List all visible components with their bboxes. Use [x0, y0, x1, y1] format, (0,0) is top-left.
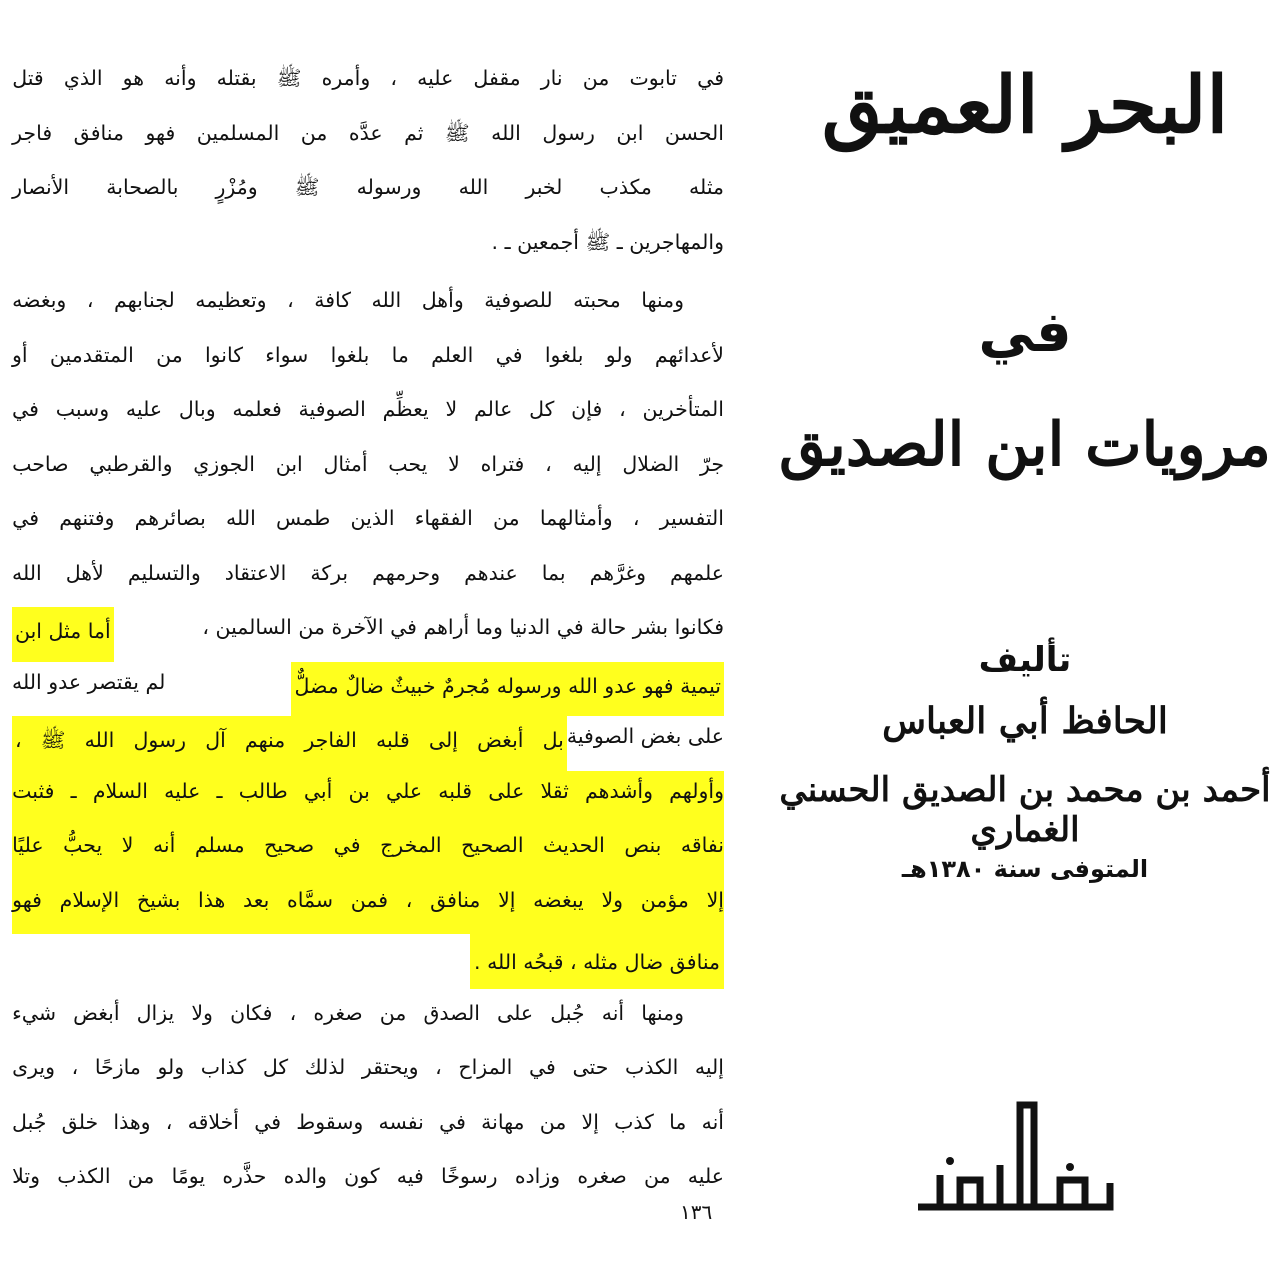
word: تابوت [629, 66, 677, 90]
word: ومُزْرٍ [215, 175, 258, 199]
word: وحرمهم [372, 560, 441, 585]
word: أمثال [323, 451, 368, 476]
word: أنه [701, 1109, 724, 1134]
plain-text: فكانوا بشر حالة في الدنيا وما أراهم في الآخرة من السالمين ، [202, 615, 724, 639]
word: لذلك [304, 1055, 346, 1079]
word: سواء [265, 342, 309, 367]
text-line [12, 1156, 724, 1211]
word: كل [529, 397, 555, 421]
word: ورسوله [356, 175, 422, 199]
word: في [254, 1109, 282, 1134]
word: ، [619, 397, 626, 421]
word: الصدق [423, 1000, 480, 1025]
word: إليه [572, 451, 602, 476]
text-line [12, 444, 724, 499]
word: مثله [689, 175, 724, 199]
word: فثبت [12, 778, 55, 803]
text-line: والمهاجرين ـ ﷺ أجمعين ـ . [491, 229, 724, 254]
word: ثقلا [540, 778, 569, 803]
word: الذي [63, 66, 103, 90]
word: فمن [350, 887, 389, 912]
word: علي [386, 778, 423, 803]
word: ، [86, 288, 94, 312]
word: ويحتقر [361, 1055, 419, 1079]
word: ولا [191, 1000, 213, 1025]
word: ومنها [641, 288, 684, 312]
word: عندهم [464, 560, 518, 585]
word: فكان [230, 1000, 273, 1025]
word: منافق [430, 887, 481, 912]
word: الأنصار [12, 175, 70, 199]
word: حتى [572, 1055, 609, 1079]
word: يزال [136, 1000, 175, 1025]
plain-text: لم يقتصر عدو الله [12, 669, 166, 694]
word: ومنها [641, 1000, 684, 1025]
text-line [12, 280, 724, 335]
word: مقفل [473, 66, 521, 90]
word: بصائرهم [134, 506, 206, 530]
word: الكذب [624, 1055, 679, 1079]
word: كافة [314, 288, 352, 312]
word: لا [445, 397, 458, 421]
word: على [497, 1000, 534, 1025]
word: الله [458, 175, 489, 199]
word: الله [12, 560, 42, 585]
word: ما [391, 342, 409, 367]
word: يحب [388, 451, 428, 476]
word: عالم [473, 397, 513, 421]
word: علمهم [670, 560, 724, 585]
word: مؤمن [640, 887, 689, 912]
word: وأشدهم [584, 778, 653, 803]
word: طالب [238, 778, 288, 803]
word: بقتله [216, 66, 257, 90]
word: ، [545, 451, 552, 476]
word: المتأخرين [642, 397, 724, 421]
word: يبغضه [533, 887, 584, 912]
publisher-logo-icon [910, 1095, 1120, 1220]
word: إلا [581, 1109, 599, 1134]
word: وأهل [421, 288, 464, 312]
word: من [127, 1164, 155, 1188]
word: صغره [577, 1164, 627, 1188]
word: منافق [73, 120, 124, 145]
word: رسول [542, 120, 595, 145]
word: ، [632, 506, 640, 530]
word: الكذب [57, 1164, 111, 1188]
word: عليه [164, 778, 201, 803]
text-line [12, 716, 724, 771]
word: عليه [125, 397, 163, 421]
word: ، [289, 1000, 297, 1025]
word: الفقهاء [414, 506, 473, 530]
word: يعظِّم [382, 397, 429, 421]
word: طمس [276, 506, 331, 530]
word: لا [448, 451, 460, 476]
word: لا [121, 833, 134, 857]
author-title: الحافظ أبي العباس [882, 700, 1168, 742]
authorship-label: تأليف [978, 640, 1072, 680]
author-name: أحمد بن محمد بن الصديق الحسني الغماري [779, 770, 1271, 850]
word: من [539, 1109, 567, 1134]
word: وبال [178, 397, 216, 421]
word: ، [390, 66, 397, 90]
word: من [379, 1000, 407, 1025]
text-line [12, 607, 724, 662]
word: حذَّره [222, 1164, 267, 1188]
word: فاجر [12, 120, 53, 145]
book-title-in: في [978, 300, 1072, 365]
book-title: البحر العميق [821, 60, 1229, 151]
word: قتل [12, 66, 44, 90]
word: من [300, 120, 328, 145]
word: وأنه [164, 66, 197, 90]
word: مكذب [599, 175, 652, 199]
text-line [12, 167, 724, 222]
word: الله [371, 288, 402, 312]
word: والده [283, 1164, 327, 1188]
word: فتراه [480, 451, 525, 476]
text-line [12, 1102, 724, 1157]
word: رسوخًا [441, 1164, 498, 1188]
word: ، [287, 288, 294, 312]
word: إلا [498, 887, 516, 912]
word: في [12, 397, 39, 421]
word: ولو [605, 342, 633, 367]
word: هو [122, 66, 145, 90]
word: فهو [12, 887, 42, 912]
word: لخبر [525, 175, 563, 199]
word: شيء [12, 1000, 57, 1025]
word: العلم [431, 342, 474, 367]
word: إلا [706, 887, 724, 912]
word: مازحًا [94, 1055, 141, 1079]
word: إليه [694, 1055, 724, 1079]
word: مسلم [194, 833, 245, 857]
word: في [495, 342, 523, 367]
word: التفسير [659, 506, 724, 530]
word: ابن [616, 120, 644, 145]
word: ولو [157, 1055, 185, 1079]
word: بلغوا [544, 342, 584, 367]
word: فيه [396, 1164, 424, 1188]
word: ﷺ [276, 66, 302, 90]
word: الحسن [664, 120, 724, 145]
word: وأمثالهما [539, 506, 613, 530]
text-line [12, 389, 724, 444]
word: مهانة [481, 1109, 525, 1134]
word: المخرج [380, 833, 442, 857]
word: نار [540, 66, 563, 90]
death-date: المتوفى سنة ١٣٨٠هـ [901, 855, 1149, 883]
word: في [333, 833, 361, 857]
word: أو [12, 342, 28, 367]
word: نفاقه [680, 833, 724, 857]
text-line [12, 58, 724, 113]
word: الحديث [543, 833, 605, 857]
word: عدَّه [348, 120, 383, 145]
word: في [697, 66, 724, 90]
word: عليًا [12, 833, 44, 857]
word: الاعتقاد [224, 560, 287, 585]
word: من [156, 342, 183, 367]
word: لأهل [65, 560, 104, 585]
word: ابن [275, 451, 303, 476]
word: جُبل [12, 1109, 47, 1134]
highlighted-line [12, 771, 724, 826]
highlighted-text: تيمية فهو عدو الله ورسوله مُجرمٌ خبيثٌ ضالٌ مضلٌّ [291, 662, 724, 717]
word: جُبل [550, 1000, 585, 1025]
word: كذب [614, 1109, 654, 1134]
word: أخلاقه [187, 1109, 239, 1134]
word: الجوزي [193, 451, 255, 476]
word: محبته [573, 288, 621, 312]
word: هذا [198, 887, 226, 912]
word: كذاب [200, 1055, 247, 1079]
word: لجنابهم [113, 288, 175, 312]
word: بالصحابة [106, 175, 179, 199]
text-line [12, 934, 724, 989]
word: ـ [70, 778, 77, 803]
word: لأعدائهم [654, 342, 724, 367]
word: الصوفية [298, 397, 366, 421]
text-line [12, 113, 724, 168]
word: أنه [601, 1000, 625, 1025]
word: نفسه [378, 1109, 424, 1134]
word: وسقوط [296, 1109, 364, 1134]
word: من [643, 1164, 671, 1188]
word: والقرطبي [89, 451, 173, 476]
word: وسبب [55, 397, 110, 421]
word: ، [165, 1109, 173, 1134]
text-line [12, 662, 724, 717]
book-subtitle: مرويات ابن الصديق [779, 410, 1271, 480]
word: بما [541, 560, 566, 585]
word: المسلمين [196, 120, 280, 145]
page-number: ١٣٦ [680, 1200, 713, 1224]
highlighted-line [12, 880, 724, 935]
word: بشيخ [136, 887, 181, 912]
word: في [12, 506, 40, 530]
word: فعلمه [232, 397, 282, 421]
word: ويرى [12, 1055, 56, 1079]
word: وزاده [514, 1164, 561, 1188]
word: كل [262, 1055, 289, 1079]
word: عليه [687, 1164, 724, 1188]
word: ثم [404, 120, 424, 145]
word: ، [405, 887, 413, 912]
word: فإن [571, 397, 603, 421]
word: ، [71, 1055, 79, 1079]
word: أبي [303, 778, 333, 803]
word: الإسلام [59, 887, 120, 912]
text-line [12, 553, 724, 608]
word: بعد [242, 887, 270, 912]
word: الذين [350, 506, 395, 530]
word: بنص [624, 833, 662, 857]
text-line [12, 498, 724, 553]
word: وغرَّهم [589, 560, 647, 585]
word: السلام [92, 778, 148, 803]
word: يومًا [171, 1164, 206, 1188]
word: سمَّاه [287, 887, 334, 912]
word: المزاح [458, 1055, 513, 1079]
word: وبغضه [12, 288, 67, 312]
book-page-text [12, 58, 724, 1211]
word: الله [491, 120, 521, 145]
text-line [12, 993, 724, 1048]
word: وتعظيمه [195, 288, 267, 312]
word: صحيح [264, 833, 315, 857]
word: وأولهم [669, 778, 724, 803]
word: من [582, 66, 610, 90]
word: المتقدمين [49, 342, 134, 367]
word: فهو [145, 120, 176, 145]
word: صغره [313, 1000, 363, 1025]
word: في [528, 1055, 556, 1079]
word: قلبه [438, 778, 473, 803]
word: من [493, 506, 520, 530]
word: وهذا [113, 1109, 151, 1134]
word: جرّ [700, 451, 724, 476]
word: والتسليم [127, 560, 201, 585]
word: بركة [310, 560, 349, 585]
word: الله [226, 506, 256, 530]
highlighted-text: أما مثل ابن [12, 607, 114, 662]
word: بن [348, 778, 370, 803]
word: ما [669, 1109, 687, 1134]
highlighted-text: بل أبغض إلى قلبه الفاجر منهم آل رسول الله ﷺ ، [12, 716, 567, 771]
word: الضلال [622, 451, 680, 476]
word: كون [344, 1164, 380, 1188]
highlighted-text: منافق ضال مثله ، قبحُه الله . [470, 934, 724, 989]
highlighted-line [12, 825, 724, 880]
word: وتلا [12, 1164, 40, 1188]
word: ﷺ [444, 120, 470, 145]
word: ، [435, 1055, 442, 1079]
word: ﷺ [294, 175, 320, 199]
plain-text: على بغض الصوفية [566, 724, 724, 748]
word: أنه [152, 833, 176, 857]
word: الصحيح [461, 833, 524, 857]
text-line [12, 335, 724, 390]
word: يحبُّ [63, 833, 103, 857]
word: بلغوا [330, 342, 370, 367]
word: عليه [417, 66, 454, 90]
word: كانوا [204, 342, 243, 367]
word: خلق [61, 1109, 99, 1134]
word: في [439, 1109, 466, 1134]
word: وأمره [321, 66, 371, 90]
word: للصوفية [484, 288, 553, 312]
word: صاحب [12, 451, 69, 476]
word: وفتنهم [59, 506, 115, 530]
word: ولا [601, 887, 624, 912]
word: ـ [216, 778, 223, 803]
word: أبغض [73, 1000, 120, 1025]
text-line [12, 1047, 724, 1102]
word: على [488, 778, 525, 803]
